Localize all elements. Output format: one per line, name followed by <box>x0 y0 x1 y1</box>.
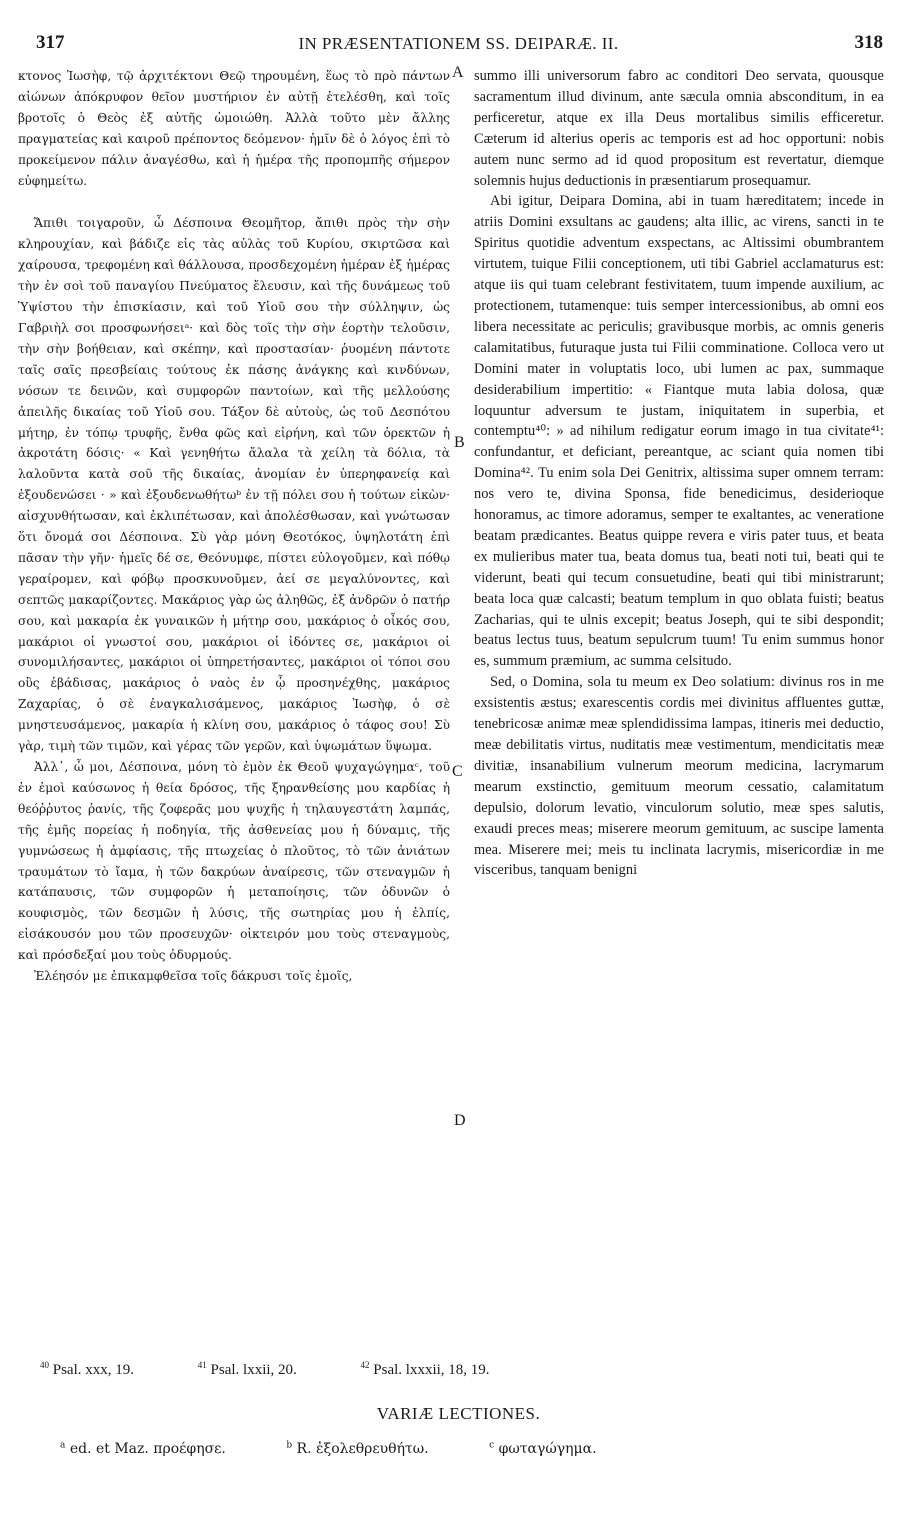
running-title: IN PRÆSENTATIONEM SS. DEIPARÆ. II. <box>298 34 619 53</box>
page-number-left: 317 <box>36 32 65 53</box>
footnote-number: 41 <box>197 1360 207 1370</box>
margin-marker-d: D <box>454 1112 466 1129</box>
footnote-number: 40 <box>40 1360 49 1370</box>
greek-paragraph: Ἄπιθι τοιγαροῦν, ὦ Δέσποινα Θεομῆτορ, ἄπιθι πρὸς τὴν σὴν κληρουχίαν, καὶ βάδιζε εἰς τὰς αὐλὰς τοῦ Κυρίου, σκιρτῶσα καὶ χαίρουσα, τρεφομένη καὶ θάλλουσα, προσδεχομένη ἡμέραν ἐξ ἡμέρας τὴν ἐν σοὶ τοῦ παναγίου Πνεύματος ἔλευσιν, καὶ τῆς δυνάμεως τοῦ Ὑψίστου τὴν ἐπισκίασιν, καὶ τοῦ Υἱοῦ σου τὴν σύλληψιν, ὡς Γαβριὴλ σοι προσφωνήσειᵃ· καὶ δὸς τοῖς τὴν σὴν ἑορτὴν τελοῦσιν, τὴν σὴν βοήθειαν, καὶ σκέπην, καὶ προστασίαν· ῥυομένη πάντοτε ταῖς σαῖς πρεσβείαις τούτους ἐκ πάσης ἀνάγκης καὶ κινδύνων, νόσων τε δεινῶν, καὶ συμφορῶν παντοίων, καὶ τῆς μελλούσης ἀπειλῆς δικαίας τοῦ Υἱοῦ σου. Τάξον δὲ αὐτοὺς, ὡς τοῦ Δεσπότου μήτηρ, ἐν τόπῳ τρυφῆς, ἔνθα φῶς καὶ εἰρήνη, καὶ τῶν ὀρεκτῶν ἡ ἀκροτάτη δόσις· « Καὶ γενηθήτω ἄλαλα τὰ χείλη τὰ δόλια, τὰ λαλοῦντα κατὰ σοῦ τῆς δικαίας, ἀνομίαν ἐν ὑπερηφανείᾳ καὶ ἐξουδενώσει · » καὶ ἐξουδενωθήτωᵇ ἐν τῇ πόλει σου ἡ τούτων εἰκὼν· αἰσχυνθήτωσαν, καὶ ἐκλιπέτωσαν, καὶ ἀπολέσθωσαν, καὶ γνώτωσαν ὅτι ὄνομά σοι Δέσποινα. Σὺ γὰρ μόνη Θεοτόκος, ὑψηλοτάτη ἐπὶ πᾶσαν τὴν γῆν· ἡμεῖς δέ σε, Θεόνυμφε, πίστει εὐλογοῦμεν, καὶ πόθῳ γεραίρομεν, καὶ φόβῳ προσκυνοῦμεν, ἀεί σε μεγαλύνοντες, καὶ σεπτῶς μακαρίζοντες. Μακάριος γὰρ ὡς ἀληθῶς, ἐξ ἀνδρῶν ὁ πατήρ σου, καὶ μακαρία ἐκ γυναικῶν ἡ μήτηρ σου, μακάριος ὁ οἶκός σου, μακάριοι οἱ γνωστοί σου, μακάριοι οἱ ἰδόντες σε, μακάριοι οἱ συνομιλήσαντες, μακάριοι οἱ ὑπηρετήσαντες, μακάριοι οἱ τόποι σου οὓς ἐβάδισας, μακάριος ὁ ναὸς ἐν ᾧ προσηνέχθης, μακάριος Ζαχαρίας, ὁ σὲ ἐναγκαλισάμενος, μακάριος Ἰωσὴφ, ὁ σὲ μνηστευσάμενος, μακαρία ἡ κλίνη σου, μακάριος ὁ τάφος σου! Σὺ γὰρ, τιμὴ τῶν τιμῶν, καὶ γέρας τῶν γερῶν, καὶ ὑψωμάτων ὕψωμα. <box>18 216 450 754</box>
variant-mark: a <box>60 1440 66 1450</box>
footnote <box>40 1362 164 1378</box>
margin-marker-b: B <box>454 434 465 451</box>
variant <box>286 1441 456 1457</box>
footnote-text: Psal. xxx, 19. <box>52 1362 135 1378</box>
footnote-number: 42 <box>360 1360 370 1370</box>
margin-marker-c: C <box>452 763 463 780</box>
variant <box>489 1441 624 1457</box>
margin-marker-a: A <box>452 64 464 81</box>
greek-paragraph: κτονος Ἰωσὴφ, τῷ ἀρχιτέκτονι Θεῷ τηρουμένη, ἕως τὸ πρὸ πάντων αἰώνων ἀπόκρυφον θεῖον μυστήριον ἐν αὐτῇ ἐτελέσθη, καὶ τοῖς βροτοῖς ὁ Θεὸς ἐξ αὐτῆς ὡμοιώθη. Ἀλλὰ τοῦτο μὲν ἄλλης πραγματείας καὶ καιροῦ πρέποντος δεόμενον· ἡμῖν δὲ ὁ λόγος ἐπὶ τὸ προκείμενον πάλιν ἀναγέσθω, καὶ ἡ ἡμέρα τῆς προπομπῆς σήμερον εὐφημείτω. <box>18 69 450 188</box>
running-head <box>0 32 917 60</box>
variant-mark: b <box>286 1440 293 1450</box>
footnote-text: Psal. lxxii, 20. <box>210 1362 297 1378</box>
greek-paragraph: Ἐλέησόν με ἐπικαμφθεῖσα τοῖς δάκρυσι τοῖς ἐμοῖς, <box>34 969 353 984</box>
footnote <box>361 1362 520 1378</box>
footnotes <box>40 1360 890 1379</box>
latin-paragraph: Abi igitur, Deipara Domina, abi in tuam hæreditatem; incede in atriis Domini exsultans ac gaudens; alta illic, ac virens, sancti in te Spiritus quotidie adventum exspectans, ac Altissimi obumbrantem virtutem, tuique Filii conceptionem, uti tibi Gabriel acclamaturus est: atque iis qui tuam celebrant festivitatem, tuum impende auxilium, ac protectionem, tutamenque: tuis semper intercessionibus, ab omni eos libera necessitate ac periculis; gravibusque morbis, ac omnis generis calamitatibus, futuraque justa tui Filii comminatione. Colloca vero ut Domini mater in voluptatis loco, ubi lumen ac pax, summaque desiderabilium impertitio: « Fiantque muta labia dolosa, quæ loquuntur adversum te justam, iniquitatem in superbia, et contemptu⁴⁰: » ad nihilum redigatur eorum imago in tua civitate⁴¹: confundantur, et deficiant, pereantque, ac sciant quia nomen tibi Domina⁴². Tu enim sola Dei Genitrix, altissima super omnem terram: nos vero te, divina Sponsa, fide benedicimus, desiderioque honoramus, ac timore adoramus, semper te exaltantes, ac veneratione beatam prædicantes. Beatus quippe revera e viris pater tuus, et beata ex mulieribus mater tua, beata domus tua, beati noti tui, beati qui te viderunt, beati qui tecum consuetudine, beati qui tibi ministrarunt; beata loca quæ calcasti; beatum templum in quo oblata fuisti; beatus Zacharias, qui te ulnis excepit; beatus Joseph, qui te sibi despondit; beatus lectus tuus, beatum sepulcrum tuum! Tu enim summus honor es, summum præmium, ac summa celsitudo. <box>474 193 884 670</box>
variae-lectiones-title: VARIÆ LECTIONES. <box>376 1404 541 1423</box>
variant <box>60 1441 254 1457</box>
latin-column <box>474 66 884 881</box>
greek-column <box>18 66 450 987</box>
page-number-right: 318 <box>854 32 883 53</box>
footnote-text: Psal. lxxxii, 18, 19. <box>373 1362 490 1378</box>
variant-mark: c <box>489 1440 495 1450</box>
variant-text: ed. et Maz. προέφησε. <box>69 1440 226 1457</box>
footnote <box>198 1362 327 1378</box>
variant-readings <box>60 1440 890 1457</box>
greek-paragraph: Ἀλλ᾽, ὦ μοι, Δέσποινα, μόνη τὸ ἐμὸν ἐκ Θεοῦ ψυχαγώγημαᶜ, τοῦ ἐν ἐμοὶ καύσωνος ἡ θεία δρόσος, τῆς ξηρανθείσης μου καρδίας ἡ θεόῤῥυτος ῥανίς, τῆς ζοφερᾶς μου ψυχῆς ἡ τηλαυγεστάτη λαμπάς, τῆς ἐμῆς πορείας ἡ ποδηγία, τῆς ἀσθενείας μου ἡ δύναμις, τῆς γυμνώσεως ἡ ἀμφίασις, τῆς πτωχείας ὁ πλοῦτος, τὸ τῶν ἀνιάτων τραυμάτων τὸ ἴαμα, ἡ τῶν δακρύων ἀναίρεσις, τῶν στεναγμῶν ἡ κατάπαυσις, τῶν συμφορῶν ἡ μεταποίησις, τῶν ὀδυνῶν ὁ κουφισμὸς, τῶν δεσμῶν ἡ λύσις, τῆς σωτηρίας μου ἡ ἐλπίς, εἰσάκουσόν μου τῶν προσευχῶν· οἰκτειρόν μου τοὺς στεναγμοὺς, καὶ πρόσδεξαί μου τοὺς ὀδυρμούς. <box>18 760 450 963</box>
variant-text: φωταγώγημα. <box>498 1440 597 1457</box>
latin-paragraph: Sed, o Domina, sola tu meum ex Deo solatium: divinus ros in me exsistentis æstus; exarescentis cordis mei divinitus affluentes guttæ, tenebricosæ animæ meæ splendidissima lampas, itineris mei deductio, meæ debilitatis virtus, nuditatis meæ vestimentum, mendicitatis meæ divitiæ, insanabilium vulnerum meorum medicina, lacrymarum mearum exstinctio, gemituum meorum cessatio, calamitatum depulsio, dolorum levatio, vinculorum solutio, meæ spes salutis, exaudi preces meas; miserere meorum gemituum, ac suscipe lamenta mea. Miserere mei; meis tu inclinata lacrymis, misericordiæ in me visceribus, tanquam benigni <box>474 674 884 879</box>
latin-paragraph: summo illi universorum fabro ac conditori Deo servata, quousque sacramentum illud divinum, ante sæcula omnia absconditum, in ea perficeretur, atque ex illa Deus mortalibus similis efficeretur. Cæterum id alterius operis ac temporis est ad hoc opportuni: nobis autem nunc sermo ad id quod propositum est revertatur, diemque solemnis hujus deductionis in præsentiarum prosequamur. <box>474 68 884 189</box>
variant-text: R. ἐξολεθρευθήτω. <box>296 1440 429 1457</box>
